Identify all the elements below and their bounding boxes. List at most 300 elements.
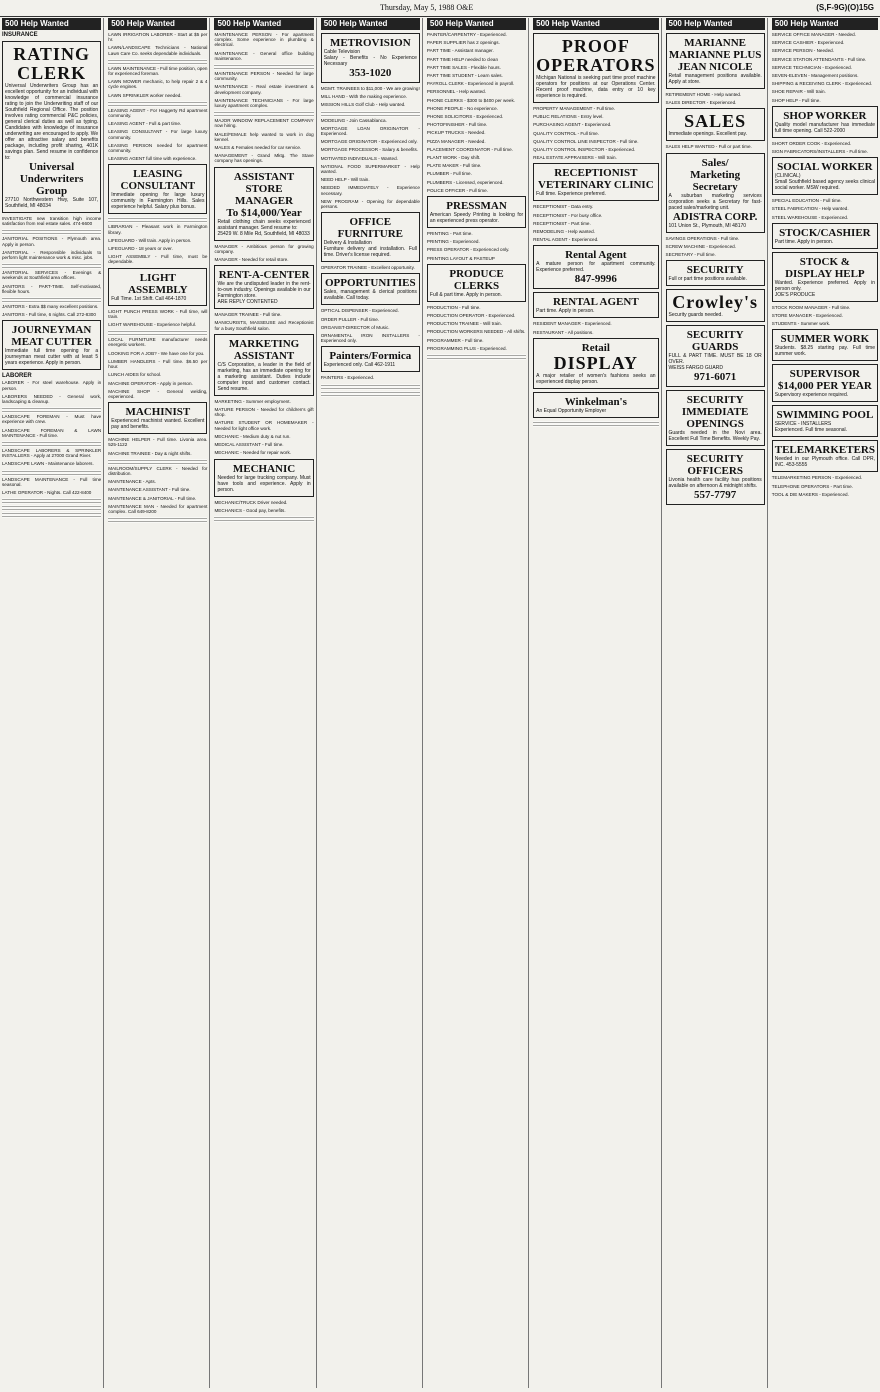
ad-body: Universal Underwriters Group has an excellent opportunity for an individual with knowledge of commercial insurance rating to join the Underwriting staff of our Southfield Regional Office. The position involves rating commercial P&C policies, general clerical duties as well as typing. Candidates with knowledge of insurance underwriting are encouraged to apply. We offer an attractive salary and benefits package, including profit sharing, 401K savings plan. Send resume in confidence to: [5, 83, 99, 161]
fine-print [108, 59, 207, 65]
classified-ad: PAINTER/CARPENTRY - Experienced. [426, 32, 507, 37]
classified-ad: MECHANIC - Needed for repair work. [214, 450, 292, 456]
display-ad [533, 245, 658, 289]
ad-title: RATING [13, 44, 90, 64]
ad-title: ASSISTANT [233, 349, 295, 362]
classified-ad: MAJOR WINDOW REPLACEMENT COMPANY now hiring. [214, 118, 314, 129]
ad-subtitle: Delivery & Installation [323, 240, 372, 247]
classified-ad: SHORT ORDER COOK - Experienced. [771, 140, 852, 146]
fine-print [2, 407, 101, 413]
classified-ad: MANAGER - Needed for retail store. [214, 257, 289, 263]
display-ad [321, 33, 420, 83]
ad-title: CLERK [17, 63, 87, 83]
column-header: 500 Help Wanted [533, 18, 658, 30]
display-ad [427, 196, 526, 228]
display-ad [772, 106, 878, 138]
ad-title: Rental Agent [565, 249, 627, 262]
display-ad [666, 390, 765, 446]
display-ad [772, 223, 878, 249]
classified-ad: PROGRAMMING PLUS - Experienced. [426, 345, 507, 351]
ad-body: Livonia health care facility has positions available on afternoon & midnight shifts. [668, 477, 762, 490]
fine-print [108, 517, 207, 523]
ad-organization: WEISS FARGO GUARD [668, 365, 723, 372]
ad-body: C/S Corporation, a leader in the field of marketing, has an immediate opening for a marketing assistant. Duties include computer input and customer contact. Send resume. [217, 361, 311, 392]
classified-ad: QUALITY CONTROL INSPECTOR - Experienced. [533, 147, 636, 153]
fine-print [427, 354, 526, 360]
classified-ad: SALES DIRECTOR - Experienced. [665, 100, 737, 106]
ad-body: Wanted. Experience preferred. Apply in person only. [774, 279, 875, 292]
ad-body: We are the undisputed leader in the rent-to-own industry. Openings available in our Farmington store. [217, 281, 311, 300]
display-ad [772, 364, 878, 402]
ad-title: SECURITY [686, 394, 744, 407]
classified-ad: NEW PROGRAM - Opening for dependable persons. [320, 198, 420, 210]
classified-ad: MISSION HILLS Golf Club - Help wanted. [320, 102, 406, 108]
classified-ad: MODELING - Join Cassablanca. [320, 117, 387, 123]
column-header: 500 Help Wanted [108, 18, 207, 30]
ad-body: Furniture delivery and installation. Full time. Driver's license required. [323, 246, 417, 259]
classified-ad: PRINTING LAYOUT & PASTEUP [426, 255, 495, 261]
ad-title: PRODUCE CLERKS [449, 267, 504, 292]
classified-ad: JANITORS - PART-TIME. Self-motivated, flexible hours. [2, 283, 102, 294]
classified-ad: LANDSCAPE FOREMAN - Must have experience with crew. [2, 414, 102, 425]
classified-ad: JANITORIAL - Responsible individuals to perform light maintenance work & misc. jobs. [2, 249, 102, 261]
display-ad [666, 449, 765, 505]
ad-title: SUPERVISOR [789, 368, 861, 381]
ad-title: $14,000 PER YEAR [777, 380, 872, 393]
fine-print [214, 516, 313, 522]
classified-ad: POLICE OFFICER - Full time. [426, 187, 488, 193]
fine-print [2, 263, 101, 269]
classified-ad: LAWN MOWER mechanic, to help repair 2 & 4 cycle engines. [108, 79, 208, 90]
ad-title: MARKETING [228, 337, 300, 350]
fine-print [2, 470, 101, 476]
display-ad [772, 329, 878, 361]
ad-title: Sales/ [701, 156, 729, 169]
display-ad [666, 260, 765, 286]
display-ad [533, 292, 658, 318]
classified-ad: PART TIME SALES - Flexible hours. [426, 64, 501, 70]
classified-ad: SERVICE CASHIER - Experienced. [771, 40, 845, 46]
classified-ad: REMODELING - Help wanted. [533, 229, 595, 235]
classified-ad: SCREW MACHINE - Experienced. [665, 243, 736, 249]
classified-ad: LIBRARIAN - Pleasant work in Farmington library. [108, 224, 208, 235]
display-ad [533, 163, 658, 201]
classified-ad: JANITORIAL POSITIONS - Plymouth area. Apply in person. [2, 236, 102, 247]
classified-ad: MORTGAGE ORIGINATOR - Experienced only. [320, 139, 418, 145]
classified-ad: PICKUP TRUCKS - Needed. [426, 130, 486, 136]
display-ad [108, 268, 207, 306]
classified-ad: RECEPTIONIST - Part time. [533, 220, 591, 226]
ad-title: SECURITY [686, 264, 744, 277]
classified-ad: MACHINE SHOP - General welding, experienced. [108, 388, 208, 399]
classified-ad: SERVICE PERSON - Needed. [771, 48, 834, 54]
ad-body: Small Southfield based agency seeks clinical social worker. MSW required. [774, 179, 875, 192]
ad-title: RENT-A-CENTER [218, 269, 310, 282]
ad-body: Full Time. 1st Shift. Call 464-1870 [111, 295, 187, 302]
ad-body: Retail management positions available. Apply at store. [668, 73, 762, 85]
classified-ad: MAINTENANCE PERSON - For apartment complex. Some experience in plumbing & electrical. [214, 32, 314, 48]
ad-phone: 353-1020 [349, 67, 392, 79]
classified-ad: TELEPHONE OPERATORS - Part time. [771, 483, 854, 489]
classified-ad: SECRETARY - Full time. [665, 252, 716, 258]
classified-ad: LAWN IRRIGATION LABORER - Start at $5 per hr. [108, 32, 208, 43]
classified-ad: LABORERS NEEDED - General work, landscaping & cleanup. [2, 393, 102, 405]
fine-print [108, 217, 207, 223]
ad-body: Michigan National is seeking part time proof machine operators for positions at our Operations Center. Recent proof machine, data entry or 10 key experience is required. [536, 75, 656, 99]
classified-ad: PRODUCTION WORKERS NEEDED - All shifts. [426, 329, 526, 335]
classified-ad: ORDER PULLER - Full time. [320, 316, 380, 322]
ad-title: STOCK/CASHIER [779, 226, 871, 239]
classified-ad: SHOE REPAIR - Will train. [771, 89, 826, 95]
ad-title: JEAN NICOLE [677, 61, 753, 73]
display-ad [108, 164, 207, 214]
classified-ad: MANAGER TRAINEE - Full time. [214, 312, 282, 318]
classified-ad: SERVICE OFFICE MANAGER - Needed. [771, 32, 856, 37]
classified-ad: PHONE SOLICITORS - Experienced. [426, 114, 504, 120]
classified-ad: PLATE MAKER - Full time. [426, 163, 482, 169]
display-ad [666, 33, 765, 89]
classified-ad: LEASING AGENT - For Haggerty Rd apartment community. [108, 107, 208, 119]
classified-ad: OPERATOR TRAINEE - Excellent opportunity. [320, 265, 415, 271]
classified-ad: MAILROOM/SUPPLY CLERK - Needed for distribution. [108, 465, 208, 476]
classified-ad: PROGRAMMER - Full time. [426, 337, 484, 343]
classified-ad: SHIPPING & RECEIVING CLERK - Experienced. [771, 81, 873, 87]
display-ad [321, 273, 420, 305]
ad-body: Guards needed in the Novi area. Excellent Full Time Benefits. Weekly Pay. [668, 430, 762, 443]
fine-print [2, 505, 101, 511]
classified-ad: MORTGAGE PROCESSOR - Salary & benefits. [320, 147, 419, 153]
classified-ad: LABORER - For steel warehouse. Apply in person. [2, 380, 102, 391]
classified-ad: RECEPTIONIST - Data entry. [533, 204, 594, 210]
classified-ad: LEASING AGENT - Full & part time. [108, 121, 182, 127]
classified-ad: PLANT WORK - Day shift. [426, 155, 481, 161]
classified-ad: MATURE STUDENT OR HOMEMAKER - Needed for light office work. [214, 420, 314, 431]
classified-ad: PUBLIC RELATIONS - Entry level. [533, 114, 604, 120]
classified-ad: SAVINGS OPERATIONS - Full time. [665, 235, 740, 241]
display-ad [772, 405, 878, 437]
ad-organization: Universal Underwriters Group [19, 161, 84, 197]
display-ad [214, 334, 313, 396]
column-6 [531, 18, 661, 1388]
ad-body: Quality model manufacturer has immediate full time opening. Call 522-2000 [774, 121, 875, 134]
ad-body: Full time. Experience preferred. [536, 191, 606, 198]
ad-address: 25429 W. 8 Mile Rd, Southfield, MI 48033 [217, 230, 310, 237]
ad-title: OPENINGS [686, 418, 744, 431]
classified-ad: NEED HELP - Will train. [320, 177, 370, 183]
ad-phone: 971-6071 [694, 371, 737, 384]
display-ad [666, 153, 765, 233]
classified-ad: RETIREMENT HOME - Help wanted. [665, 92, 742, 97]
ad-body: Immediate full time opening for a journeyman meat cutter with at least 5 years experience. Apply in person. [5, 348, 99, 367]
ad-body: American Speedy Printing is looking for an experienced press operator. [429, 212, 524, 225]
ad-title: ASSEMBLY [128, 283, 188, 296]
ad-address: 27710 Northwestern Hwy, Suite 107, Southfield, MI 48034 [5, 197, 99, 209]
classified-ad: STEEL FABRICATION - Help wanted. [771, 206, 849, 212]
classified-ad: MECHANICS - Good pay, benefits. [214, 507, 286, 513]
classified-ad: MAINTENANCE ASSISTANT - Full time. [108, 487, 191, 493]
classified-ad: OPTICAL DISPENSER - Experienced. [320, 308, 399, 314]
ad-title: STOCK & [799, 255, 850, 268]
classified-columns [0, 18, 880, 1388]
ad-title: LIGHT [139, 271, 176, 284]
classified-ad: LANDSCAPE LABORERS & SPRINKLER INSTALLERS - Apply at 27000 Grand River. [2, 448, 102, 459]
classified-ad: MORTGAGE LOAN ORIGINATOR - Experienced. [320, 125, 420, 137]
classified-ad: RESTAURANT - All positions. [533, 329, 594, 335]
ad-title: OFFICE FURNITURE [337, 216, 403, 241]
ad-title: RECEPTIONIST [554, 167, 638, 180]
ad-title: CONSULTANT [120, 180, 196, 193]
ad-title: METROVISION [329, 37, 411, 49]
ad-body: Immediate opening for large luxury community in Farmington Hills. Sales experience helpful. Salary plus bonus. [111, 192, 205, 211]
display-ad [772, 157, 878, 195]
classified-ad: LUMBER HANDLERS - Full time. $6.50 per hour. [108, 358, 208, 370]
column-2 [106, 18, 210, 1388]
ad-body: FULL & PART TIME. MUST BE 18 OR OVER. [668, 353, 762, 366]
column-1 [0, 18, 104, 1388]
classified-ad: QUALITY CONTROL - Full time. [533, 130, 600, 136]
display-ad [321, 346, 420, 372]
classified-ad: MATURE PERSON - Needed for children's gift shop. [214, 407, 314, 418]
classified-ad: MGMT. TRAINEES to $11,000 - We are growing! [320, 86, 420, 91]
ad-organization: ADISTRA CORP. [672, 210, 758, 223]
classified-ad: PROPERTY MANAGEMENT - Full time. [533, 106, 616, 111]
classified-ad: LEASING CONSULTANT - For large luxury community. [108, 129, 208, 140]
classified-ad: TOOL & DIE MAKERS - Experienced. [771, 491, 849, 497]
classified-ad: LAWN/LANDSCAPE Technicians - National Lawn Care Co. seeks dependable individuals. [108, 45, 208, 56]
classified-ad: PART TIME STUDENT - Learn sales. [426, 73, 503, 79]
column-4 [319, 18, 423, 1388]
classified-ad: MAINTENANCE - Real estate investment & development company. [214, 84, 314, 95]
column-8 [770, 18, 880, 1388]
classified-ad: STORE MANAGER - Experienced. [771, 313, 843, 319]
classified-ad: PLUMBER - Full time. [426, 171, 472, 177]
classified-ad: PAINTERS - Experienced. [320, 375, 375, 381]
display-ad [214, 167, 313, 241]
classified-ad: SERVICE TECHNICIAN - Experienced. [771, 64, 852, 70]
classified-ad: MALES & Females needed for car service. [214, 145, 302, 151]
fine-print [2, 229, 101, 235]
classified-ad: SEVEN-ELEVEN - Management positions. [771, 73, 859, 79]
ad-note: ARE REPLY CONTENTED [217, 299, 278, 306]
classified-ad: PAPER SUPPLIER has 2 openings. [426, 40, 500, 46]
classified-ad: LEASING AGENT full time with experience. [108, 156, 197, 162]
classified-ad: MACHINE TRAINEE - Day & night shifts. [108, 450, 192, 456]
classified-ad: PHONE PEOPLE - No experience. [426, 105, 498, 111]
fine-print [2, 297, 101, 303]
fine-print [108, 330, 207, 336]
ad-body: Salary - Benefits - No Experience Necessary [323, 55, 417, 67]
ad-title: TELEMARKETERS [774, 444, 875, 457]
classified-ad: JANITORIAL SERVICES - Evenings & weekends at Southfield area offices. [2, 270, 102, 281]
fine-print [2, 498, 101, 504]
ad-title: Painters/Formica [329, 350, 412, 363]
ad-title: MACHINIST [125, 406, 191, 419]
classified-ad: JANITORS - Extra $$ many excellent positions. [2, 304, 99, 310]
ad-title: SOCIAL WORKER [777, 161, 873, 174]
column-header: 500 Help Wanted [666, 18, 765, 30]
fine-print [533, 421, 658, 427]
ad-title: MEAT CUTTER [11, 336, 92, 349]
classified-ad: MEDICAL ASSISTANT - Full time. [214, 442, 284, 448]
classified-ad: MACHINE HELPER - Full time. Livonia area. 525-1122 [108, 437, 208, 448]
ad-title: SALES [684, 111, 747, 132]
ad-title: IMMEDIATE [681, 406, 749, 419]
column-header: 500 Help Wanted [214, 18, 313, 30]
classified-ad: MAINTENANCE - Apts. [108, 479, 156, 485]
ad-body: Students. $8.25 starting pay. Full time summer work. [774, 345, 875, 358]
classified-ad: ORNAMENTAL IRON INSTALLERS - Experienced only. [320, 333, 420, 344]
ad-body: Full or part time positions available. [668, 276, 747, 283]
classified-ad: MANICURISTS, MASSEUSE and Receptionist for a busy Southfield salon. [214, 320, 314, 331]
display-ad [427, 264, 526, 302]
classified-ad: PRESS OPERATOR - Experienced only. [426, 247, 510, 253]
column-3 [212, 18, 316, 1388]
ad-title: SWIMMING POOL [776, 409, 874, 422]
classified-ad: NEEDED IMMEDIATELY - Experience necessary. [320, 185, 420, 196]
classified-ad: STOCK ROOM MANAGER - Full time. [771, 304, 851, 310]
classified-ad: MARKETING - Summer employment. [214, 398, 291, 404]
ad-body: Part time. Apply in person. [774, 238, 834, 245]
display-ad [772, 440, 878, 472]
display-ad [666, 289, 765, 322]
display-ad [214, 459, 313, 497]
classified-ad: PURCHASING AGENT - Experienced. [533, 122, 612, 128]
ad-title: PROOF [561, 36, 630, 56]
ad-subtitle: SERVICE - INSTALLERS [774, 421, 832, 428]
page-header-bar [0, 0, 880, 17]
fine-print [214, 64, 313, 70]
classified-ad: ORGANIST-DIRECTOR of Music. [320, 324, 390, 330]
classified-ad: PRODUCTION TRAINEE - Will train. [426, 321, 502, 327]
classified-ad: PIZZA MANAGER - Needed. [426, 138, 486, 144]
display-ad [772, 252, 878, 302]
ad-title: To $14,000/Year [226, 206, 302, 219]
display-ad [108, 402, 207, 434]
classified-ad: LOCAL FURNITURE manufacturer needs energetic workers. [108, 337, 208, 348]
fine-print [2, 441, 101, 447]
classified-ad: NATIONAL FOOD SUPERMARKET - Help wanted. [320, 163, 420, 175]
classified-ad: PART TIME - Assistant manager. [426, 48, 494, 54]
ad-body: Part time. Apply in person. [536, 308, 595, 315]
classified-ad: LAWN SPRINKLER worker needed. [108, 92, 182, 98]
ad-body: Retail clothing chain seeks experienced assistant manager. Send resume to: [217, 218, 311, 231]
classified-ad: QUALITY CONTROL LINE INSPECTOR - Full time. [533, 138, 639, 144]
ad-body: Full & part time. Apply in person. [429, 291, 502, 298]
classified-ad: SIGN FABRICATORS/INSTALLERS - Full time. [771, 149, 868, 155]
classified-ad: LUNCH AIDES for school. [108, 372, 162, 378]
classified-ad: PRINTING - Experienced. [426, 239, 480, 245]
section-label: LABORER [2, 373, 32, 380]
ad-phone: 557-7797 [694, 489, 737, 502]
classified-ad: LIGHT PUNCH PRESS WORK - Full time, will train. [108, 308, 208, 319]
classified-ad: MACHINE OPERATOR - Apply in person. [108, 380, 193, 386]
section-label: INSURANCE [2, 32, 38, 38]
ad-body: Needed for large trucking company. Must have tools and experience. Apply in person. [217, 474, 311, 493]
ad-body: A major retailer of women's fashions seeks an experienced display person. [536, 372, 656, 385]
display-ad [666, 108, 765, 141]
classified-ad: LIFEGUARD - Will train. Apply in person. [108, 237, 192, 243]
display-ad [214, 265, 313, 309]
ad-title: SECURITY GUARDS [686, 329, 744, 354]
classified-ad: LANDSCAPE MAINTENANCE - Full time seasonal. [2, 476, 102, 487]
classified-ad: PLACEMENT COORDINATOR - Full time. [426, 146, 513, 152]
ad-title: RENTAL AGENT [552, 296, 639, 309]
display-ad [2, 320, 101, 370]
ad-body: An Equal Opportunity Employer [536, 407, 607, 414]
display-ad [666, 325, 765, 387]
classified-ad: LIGHT WAREHOUSE - Experience helpful. [108, 322, 197, 328]
classified-ad: MOTIVATED INDIVIDUALS - Wanted. [320, 155, 398, 161]
ad-body: A suburban marketing services corporation seeks a Secretary for fast-paced sales/marketing unit. [668, 192, 762, 211]
ad-title: OFFICERS [687, 465, 743, 478]
classified-ad: PHOTOFINISHER - Full time. [426, 122, 488, 128]
classified-ad: RENTAL AGENT - Experienced. [533, 237, 599, 243]
classified-ad: PRODUCTION - Full time. [426, 304, 481, 310]
fine-print [321, 111, 420, 117]
classified-ad: MILL HAND - With the making experience. [320, 94, 408, 100]
classified-ad: PLUMBERS - Licensed, experienced. [426, 179, 504, 185]
page-edition-code: (S,F-9G)(O)15G [816, 3, 874, 12]
ad-title: Winkelman's [564, 395, 627, 408]
display-ad [533, 338, 658, 389]
classified-ad: MANAGEMENT - Grand Mktg. The Stave company has openings. [214, 153, 314, 164]
classified-ad: MALE/FEMALE help wanted to work in dog kennel. [214, 131, 314, 142]
classified-ad: RECEPTIONIST - For busy office. [533, 212, 603, 218]
ad-title: MARIANNE PLUS [668, 49, 762, 61]
classified-ad: STUDENTS - Summer work. [771, 321, 831, 327]
classified-ad: LAWN MAINTENANCE - Full time position, open for experienced foreman. [108, 65, 208, 77]
ad-body: Experienced machinist wanted. Excellent pay and benefits. [111, 418, 205, 431]
classified-ad: INVESTIGATE new transition high income satisfaction from real estate sales. 474-6600 [2, 216, 102, 227]
classified-ad: SERVICE STATION ATTENDANTS - Full time. [771, 56, 867, 62]
ad-body: Experienced. Full time seasonal. [774, 427, 848, 434]
ad-title: STORE MANAGER [235, 182, 294, 207]
classified-ad: SHOP HELP - Full time. [771, 97, 821, 103]
column-header: 500 Help Wanted [321, 18, 420, 30]
classified-ad: PRINTING - Part time. [426, 231, 473, 237]
fine-print [321, 391, 420, 397]
column-header: 500 Help Wanted [2, 18, 101, 30]
page-date: Thursday, May 5, 1988 O&E [380, 3, 474, 12]
classified-ad: SPECIAL EDUCATION - Full time. [771, 198, 842, 204]
classified-ad: MAINTENANCE - General office building maintenance. [214, 50, 314, 61]
classified-ad: MAINTENANCE TECHNICIANS - For large luxury apartment complex. [214, 97, 314, 109]
classified-ad: LATHE OPERATOR - Nights. Call 422-8400 [2, 490, 92, 496]
fine-print [2, 512, 101, 518]
classified-ad: SALES HELP WANTED - Full or part time. [665, 144, 752, 150]
ad-title: SUMMER WORK [780, 333, 870, 346]
fine-print [108, 101, 207, 107]
classified-ad: PRODUCTION OPERATOR - Experienced. [426, 313, 516, 319]
ad-body: Experienced only. Call 462-1911 [323, 362, 396, 369]
classified-ad: RESIDENT MANAGER - Experienced. [533, 321, 612, 327]
ad-subtitle: (CLINICAL) [774, 173, 801, 180]
display-ad [533, 33, 658, 103]
ad-title: DISPLAY HELP [785, 267, 865, 280]
ad-title: SECURITY [686, 453, 744, 466]
ad-title: Crowley's [672, 292, 758, 313]
classified-ad: JANITORS - Full time, 6 nights. Call 272-8300 [2, 312, 96, 318]
ad-title: Marketing Secretary [690, 168, 741, 193]
ad-body: Sales, management & clerical positions available. Call today. [323, 289, 417, 302]
ad-organization: JOE'S PRODUCE [774, 291, 816, 298]
classified-ad: STEEL WAREHOUSE - Experienced. [771, 214, 849, 220]
column-7 [664, 18, 768, 1388]
display-ad [2, 41, 101, 213]
classified-ad: PAYROLL CLERK - Experienced in payroll. [426, 81, 515, 87]
display-ad [533, 392, 658, 418]
classified-ad: MECHANIC/TRUCK Driver needed. [214, 499, 288, 505]
